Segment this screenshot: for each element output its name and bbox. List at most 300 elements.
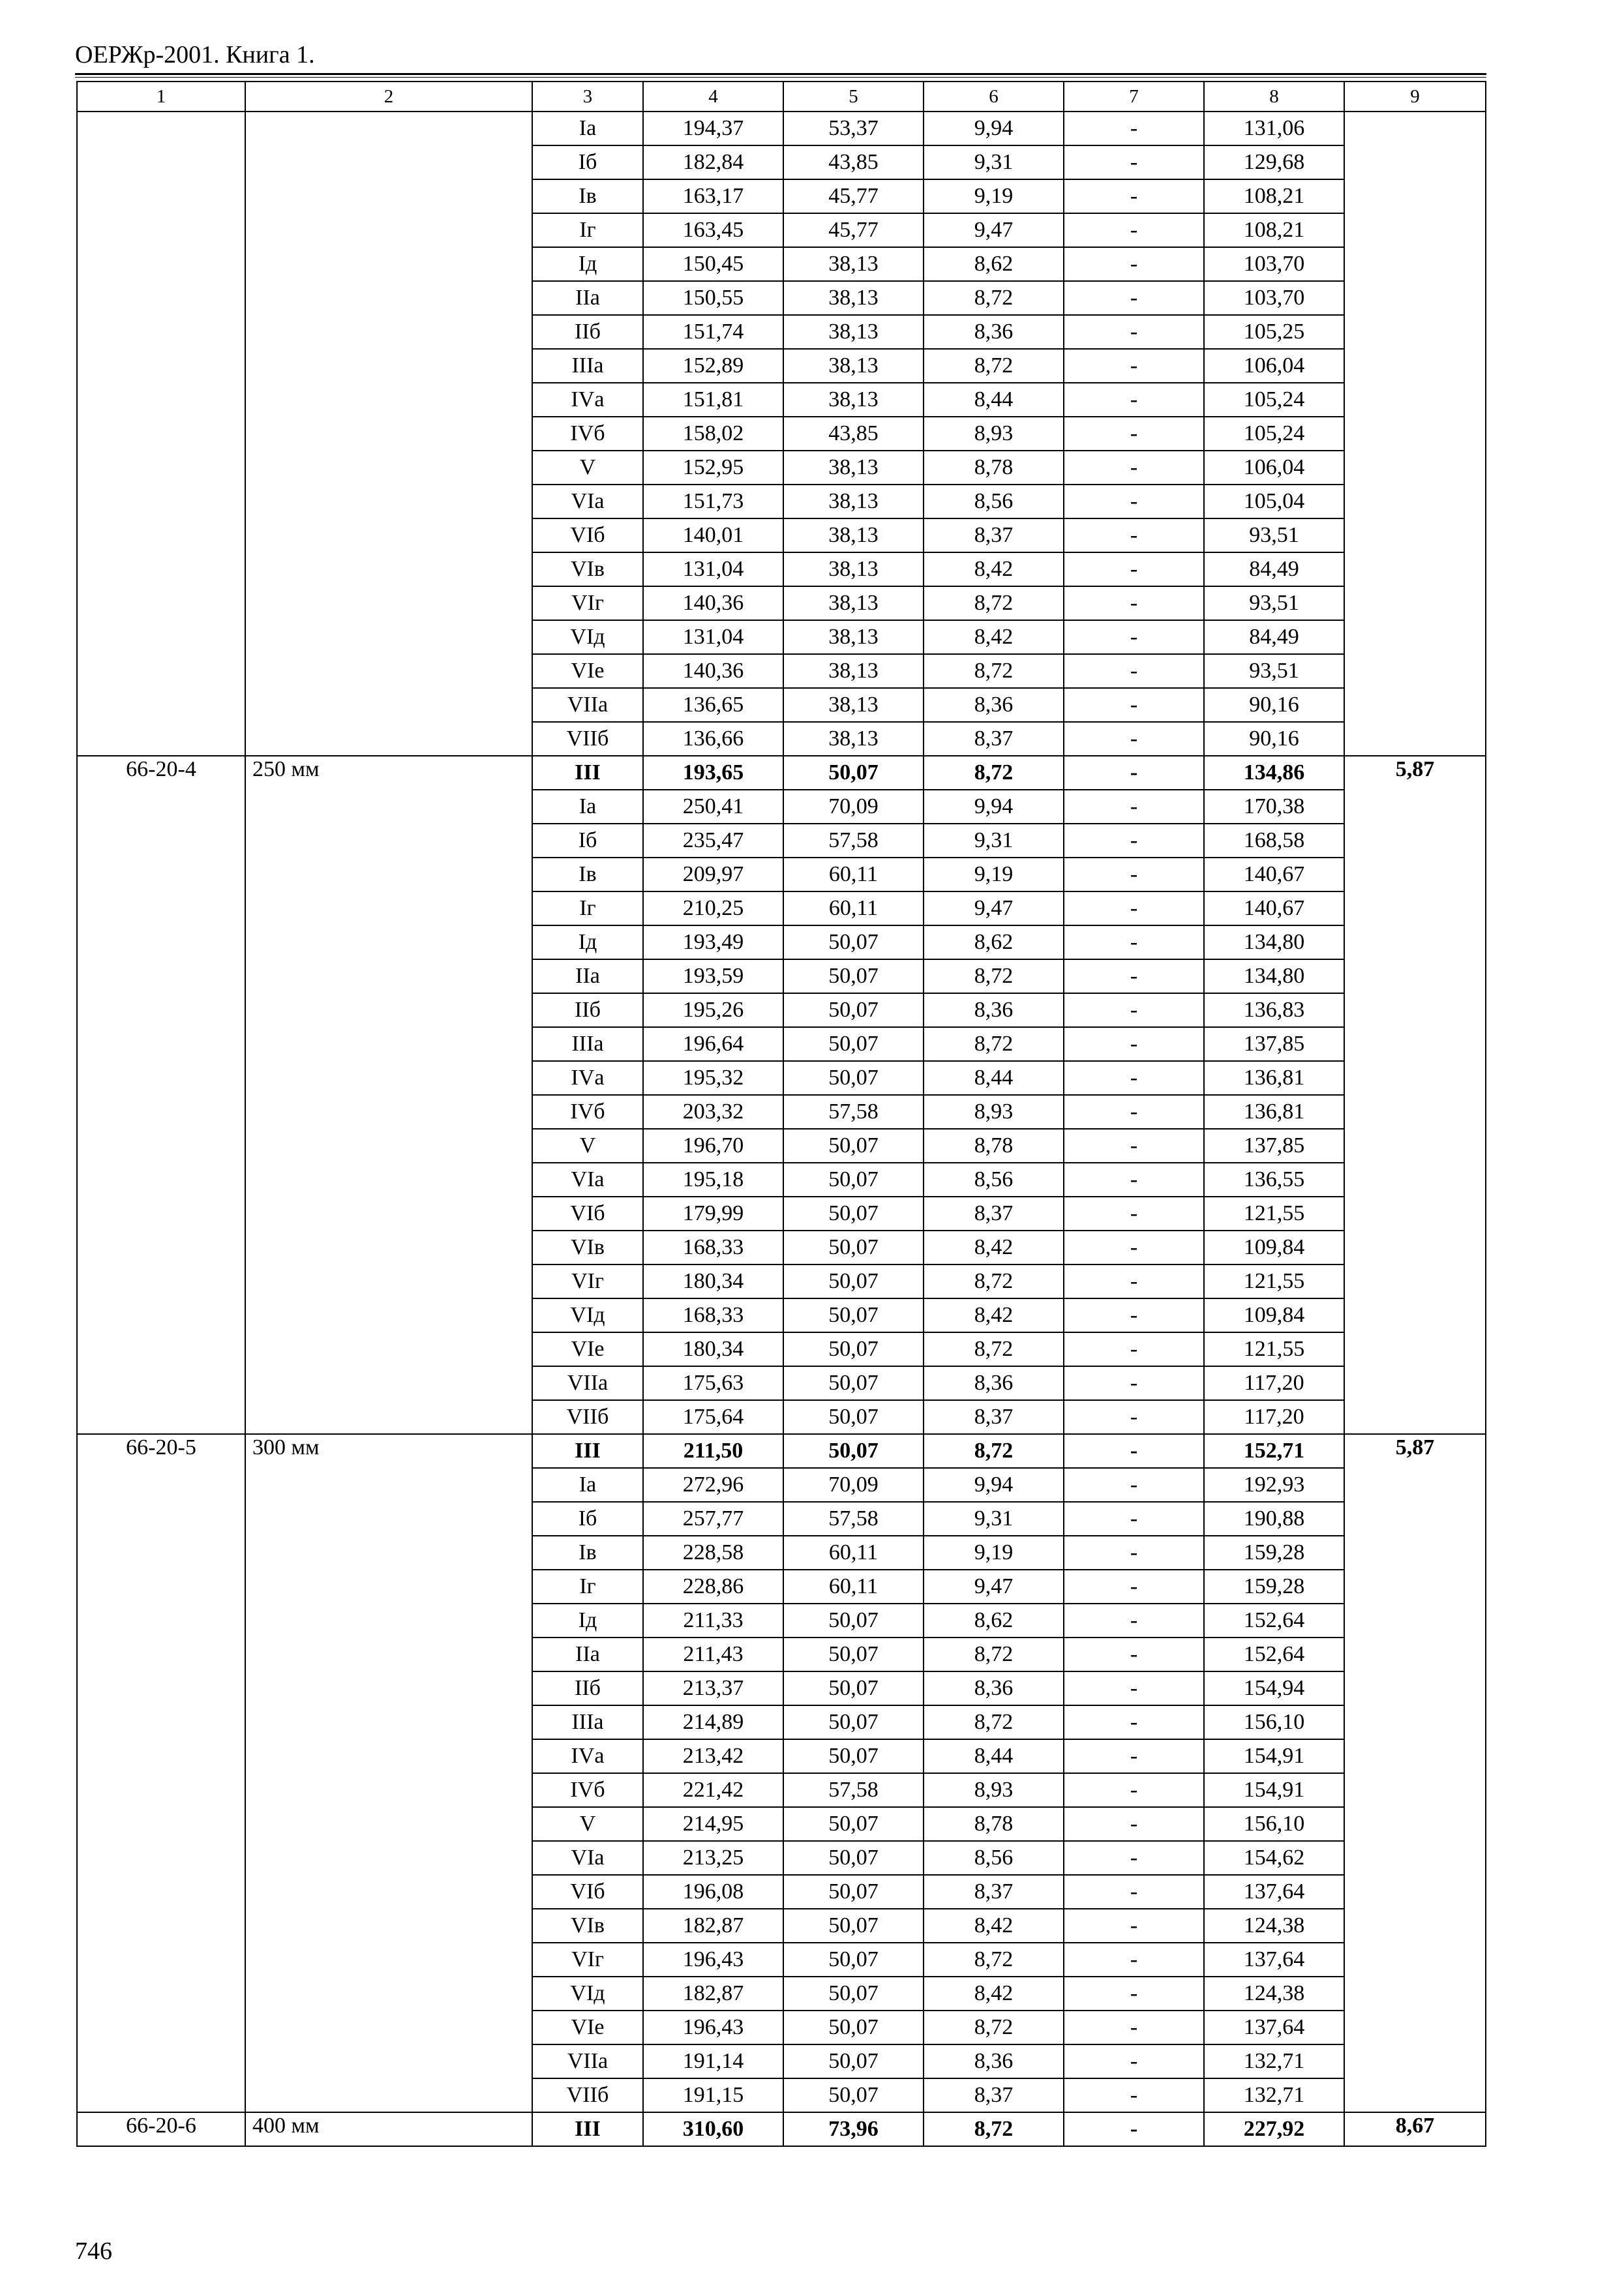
value-col4: 228,86 [643,1570,783,1604]
value-col5: 70,09 [783,1468,924,1502]
value-col6: 8,36 [924,315,1064,349]
region-code: VIб [532,1875,643,1909]
value-col6: 8,36 [924,1366,1064,1400]
value-col7: - [1064,1163,1204,1197]
value-col8: 108,21 [1204,179,1344,213]
value-col4: 152,89 [643,349,783,383]
value-col8: 137,64 [1204,1875,1344,1909]
value-col4: 193,59 [643,959,783,993]
value-col7: - [1064,993,1204,1027]
value-col7: - [1064,1502,1204,1536]
value-col5: 50,07 [783,2044,924,2078]
value-col8: 108,21 [1204,213,1344,247]
value-col8: 132,71 [1204,2044,1344,2078]
value-col8: 106,04 [1204,349,1344,383]
value-col8: 159,28 [1204,1570,1344,1604]
value-col4: 203,32 [643,1095,783,1129]
value-col7: - [1064,620,1204,654]
value-col7: - [1064,959,1204,993]
value-col4: 140,36 [643,654,783,688]
value-col6: 8,37 [924,722,1064,756]
value-col7: - [1064,1807,1204,1841]
value-col8: 190,88 [1204,1502,1344,1536]
value-col8: 170,38 [1204,790,1344,824]
value-col5: 38,13 [783,315,924,349]
value-col6: 8,93 [924,1773,1064,1807]
value-col5: 50,07 [783,1638,924,1671]
value-col6: 8,37 [924,518,1064,552]
value-col5: 50,07 [783,1197,924,1231]
region-code: Iб [532,824,643,858]
region-code: IVб [532,1095,643,1129]
value-col8: 152,64 [1204,1604,1344,1638]
value-col6: 9,94 [924,790,1064,824]
value-col5: 60,11 [783,858,924,891]
value-col5: 73,96 [783,2112,924,2146]
table-row [77,2112,1486,2146]
value-col6: 9,19 [924,858,1064,891]
value-col9: 8,67 [1344,2112,1486,2146]
value-col8: 136,55 [1204,1163,1344,1197]
value-col4: 158,02 [643,417,783,451]
region-code: VIIа [532,1366,643,1400]
value-col4: 182,87 [643,1909,783,1943]
value-col6: 8,72 [924,281,1064,315]
value-col5: 50,07 [783,1705,924,1739]
region-code: VIа [532,1163,643,1197]
value-col8: 152,71 [1204,1434,1344,1468]
value-col4: 196,08 [643,1875,783,1909]
value-col6: 8,44 [924,383,1064,417]
value-col5: 57,58 [783,1773,924,1807]
rate-name: 250 мм [245,756,532,1434]
value-col4: 151,81 [643,383,783,417]
value-col6: 8,42 [924,1909,1064,1943]
region-code: Iа [532,112,643,145]
value-col8: 137,64 [1204,2011,1344,2044]
value-col5: 50,07 [783,1264,924,1298]
value-col5: 50,07 [783,959,924,993]
column-number: 7 [1064,82,1204,112]
region-code: V [532,1807,643,1841]
value-col7: - [1064,1977,1204,2011]
value-col7: - [1064,1027,1204,1061]
region-code: IIа [532,281,643,315]
value-col6: 8,72 [924,349,1064,383]
value-col8: 159,28 [1204,1536,1344,1570]
value-col5: 57,58 [783,824,924,858]
value-col5: 50,07 [783,1366,924,1400]
region-code: Iд [532,925,643,959]
value-col4: 131,04 [643,552,783,586]
region-code: VIе [532,2011,643,2044]
value-col7: - [1064,1705,1204,1739]
value-col6: 8,72 [924,1705,1064,1739]
region-code: Iд [532,247,643,281]
value-col8: 84,49 [1204,552,1344,586]
value-col8: 117,20 [1204,1366,1344,1400]
value-col6: 8,37 [924,1197,1064,1231]
value-col6: 8,72 [924,959,1064,993]
column-number: 5 [783,82,924,112]
value-col4: 150,45 [643,247,783,281]
value-col8: 129,68 [1204,145,1344,179]
value-col5: 50,07 [783,1977,924,2011]
value-col6: 8,72 [924,2112,1064,2146]
value-col7: - [1064,1434,1204,1468]
value-col6: 8,72 [924,1264,1064,1298]
value-col8: 109,84 [1204,1231,1344,1264]
value-col4: 175,64 [643,1400,783,1434]
value-col6: 9,94 [924,112,1064,145]
value-col5: 50,07 [783,1739,924,1773]
value-col7: - [1064,1095,1204,1129]
value-col8: 103,70 [1204,247,1344,281]
region-code: Iа [532,1468,643,1502]
region-code: VIIб [532,722,643,756]
value-col5: 38,13 [783,518,924,552]
region-code: III [532,756,643,790]
value-col6: 9,47 [924,213,1064,247]
column-number: 6 [924,82,1064,112]
header-rule [75,73,1486,75]
region-code: VIIб [532,2078,643,2112]
value-col7: - [1064,1909,1204,1943]
value-col5: 57,58 [783,1502,924,1536]
value-col7: - [1064,1197,1204,1231]
value-col6: 8,37 [924,1400,1064,1434]
region-code: III [532,2112,643,2146]
value-col5: 50,07 [783,2078,924,2112]
value-col5: 50,07 [783,925,924,959]
value-col6: 8,36 [924,2044,1064,2078]
value-col8: 154,91 [1204,1739,1344,1773]
value-col4: 209,97 [643,858,783,891]
value-col4: 191,15 [643,2078,783,2112]
region-code: Iа [532,790,643,824]
value-col8: 136,81 [1204,1095,1344,1129]
column-number: 8 [1204,82,1344,112]
value-col4: 193,49 [643,925,783,959]
region-code: Iв [532,858,643,891]
value-col8: 134,86 [1204,756,1344,790]
value-col7: - [1064,281,1204,315]
region-code: IVб [532,1773,643,1807]
value-col7: - [1064,1773,1204,1807]
region-code: VIIб [532,1400,643,1434]
value-col7: - [1064,1739,1204,1773]
value-col6: 8,36 [924,1671,1064,1705]
value-col5: 50,07 [783,1671,924,1705]
value-col7: - [1064,824,1204,858]
value-col6: 8,78 [924,1129,1064,1163]
value-col8: 134,80 [1204,959,1344,993]
value-col5: 43,85 [783,417,924,451]
region-code: VIIа [532,688,643,722]
value-col7: - [1064,1638,1204,1671]
value-col7: - [1064,1841,1204,1875]
value-col8: 121,55 [1204,1197,1344,1231]
value-col4: 150,55 [643,281,783,315]
value-col4: 180,34 [643,1264,783,1298]
value-col6: 8,42 [924,1231,1064,1264]
rate-name: 400 мм [245,2112,532,2146]
value-col6: 8,37 [924,2078,1064,2112]
value-col5: 43,85 [783,145,924,179]
header-rule-thin [75,77,1486,78]
value-col7: - [1064,451,1204,485]
value-col8: 136,81 [1204,1061,1344,1095]
region-code: IIа [532,1638,643,1671]
value-col7: - [1064,858,1204,891]
value-col7: - [1064,1366,1204,1400]
value-col6: 9,31 [924,824,1064,858]
region-code: IIIа [532,349,643,383]
value-col5: 50,07 [783,1807,924,1841]
value-col6: 8,72 [924,654,1064,688]
value-col5: 38,13 [783,383,924,417]
value-col7: - [1064,112,1204,145]
value-col7: - [1064,417,1204,451]
value-col5: 57,58 [783,1095,924,1129]
region-code: VIIа [532,2044,643,2078]
table-row [77,756,1486,790]
value-col6: 8,72 [924,756,1064,790]
value-col4: 136,66 [643,722,783,756]
value-col6: 8,56 [924,1163,1064,1197]
value-col4: 151,73 [643,485,783,518]
value-col4: 196,64 [643,1027,783,1061]
value-col7: - [1064,1671,1204,1705]
region-code: VIв [532,1909,643,1943]
value-col4: 168,33 [643,1298,783,1332]
region-code: IIIа [532,1027,643,1061]
value-col7: - [1064,213,1204,247]
region-code: Iв [532,179,643,213]
value-col5: 50,07 [783,1841,924,1875]
rate-code: 66-20-5 [77,1434,245,2112]
value-col8: 93,51 [1204,654,1344,688]
rates-table [76,81,1486,2147]
value-col5: 50,07 [783,1875,924,1909]
value-col5: 50,07 [783,1129,924,1163]
region-code: IVа [532,1061,643,1095]
value-col4: 213,25 [643,1841,783,1875]
value-col8: 105,25 [1204,315,1344,349]
value-col9: 5,87 [1344,756,1486,1434]
value-col4: 235,47 [643,824,783,858]
region-code: Iг [532,213,643,247]
value-col4: 195,26 [643,993,783,1027]
value-col6: 8,72 [924,1638,1064,1671]
value-col5: 50,07 [783,1332,924,1366]
value-col4: 214,95 [643,1807,783,1841]
value-col6: 8,44 [924,1061,1064,1095]
column-number: 4 [643,82,783,112]
value-col4: 163,45 [643,213,783,247]
value-col4: 196,43 [643,2011,783,2044]
value-col6: 9,31 [924,1502,1064,1536]
table-body [77,82,1486,2146]
value-col7: - [1064,2078,1204,2112]
value-col6: 8,42 [924,620,1064,654]
value-col8: 117,20 [1204,1400,1344,1434]
value-col7: - [1064,552,1204,586]
value-col5: 50,07 [783,1400,924,1434]
value-col5: 38,13 [783,281,924,315]
value-col7: - [1064,145,1204,179]
value-col7: - [1064,2112,1204,2146]
value-col8: 140,67 [1204,858,1344,891]
region-code: IIб [532,1671,643,1705]
value-col9: 5,87 [1344,1434,1486,2112]
rate-name: 300 мм [245,1434,532,2112]
value-col4: 310,60 [643,2112,783,2146]
value-col4: 175,63 [643,1366,783,1400]
region-code: Iг [532,1570,643,1604]
value-col8: 192,93 [1204,1468,1344,1502]
region-code: VIв [532,552,643,586]
value-col5: 60,11 [783,1570,924,1604]
value-col6: 8,72 [924,1027,1064,1061]
page-header: ОЕРЖр-2001. Книга 1. [75,41,315,68]
value-col5: 50,07 [783,1298,924,1332]
value-col7: - [1064,586,1204,620]
table-row [77,1434,1486,1468]
value-col7: - [1064,349,1204,383]
page-number: 746 [75,2237,112,2265]
value-col8: 90,16 [1204,688,1344,722]
region-code: Iб [532,1502,643,1536]
value-col4: 163,17 [643,179,783,213]
value-col7: - [1064,756,1204,790]
value-col5: 50,07 [783,1163,924,1197]
value-col5: 50,07 [783,1434,924,1468]
value-col8: 156,10 [1204,1807,1344,1841]
region-code: Iг [532,891,643,925]
value-col7: - [1064,518,1204,552]
value-col7: - [1064,247,1204,281]
value-col5: 38,13 [783,722,924,756]
value-col7: - [1064,485,1204,518]
value-col6: 8,56 [924,485,1064,518]
column-number: 9 [1344,82,1486,112]
value-col7: - [1064,1332,1204,1366]
value-col6: 8,78 [924,1807,1064,1841]
value-col8: 105,24 [1204,383,1344,417]
value-col8: 137,85 [1204,1027,1344,1061]
value-col4: 213,37 [643,1671,783,1705]
column-number: 3 [532,82,643,112]
value-col5: 50,07 [783,1061,924,1095]
value-col4: 213,42 [643,1739,783,1773]
value-col6: 9,47 [924,1570,1064,1604]
value-col8: 152,64 [1204,1638,1344,1671]
value-col6: 8,62 [924,925,1064,959]
value-col6: 8,37 [924,1875,1064,1909]
value-col5: 38,13 [783,247,924,281]
region-code: Iв [532,1536,643,1570]
value-col6: 8,78 [924,451,1064,485]
value-col4: 182,87 [643,1977,783,2011]
region-code: VIг [532,1943,643,1977]
region-code: VIг [532,586,643,620]
rate-code: 66-20-4 [77,756,245,1434]
value-col4: 195,32 [643,1061,783,1095]
region-code: VIб [532,518,643,552]
value-col8: 109,84 [1204,1298,1344,1332]
value-col5: 70,09 [783,790,924,824]
value-col4: 193,65 [643,756,783,790]
value-col4: 152,95 [643,451,783,485]
value-col8: 134,80 [1204,925,1344,959]
region-code: VIг [532,1264,643,1298]
value-col8: 121,55 [1204,1264,1344,1298]
value-col6: 8,36 [924,688,1064,722]
rate-code [77,112,245,756]
value-col8: 140,67 [1204,891,1344,925]
value-col4: 228,58 [643,1536,783,1570]
value-col8: 124,38 [1204,1977,1344,2011]
value-col6: 9,47 [924,891,1064,925]
value-col8: 105,24 [1204,417,1344,451]
value-col5: 38,13 [783,485,924,518]
value-col4: 131,04 [643,620,783,654]
value-col7: - [1064,179,1204,213]
value-col8: 90,16 [1204,722,1344,756]
value-col8: 154,91 [1204,1773,1344,1807]
region-code: IIа [532,959,643,993]
value-col6: 8,44 [924,1739,1064,1773]
value-col6: 8,62 [924,1604,1064,1638]
value-col4: 180,34 [643,1332,783,1366]
value-col5: 50,07 [783,2011,924,2044]
value-col7: - [1064,1231,1204,1264]
value-col5: 38,13 [783,654,924,688]
region-code: VIа [532,485,643,518]
value-col5: 50,07 [783,756,924,790]
region-code: VIд [532,1977,643,2011]
value-col5: 50,07 [783,1231,924,1264]
value-col8: 93,51 [1204,586,1344,620]
value-col6: 8,72 [924,2011,1064,2044]
region-code: VIд [532,1298,643,1332]
value-col7: - [1064,1400,1204,1434]
value-col8: 121,55 [1204,1332,1344,1366]
value-col6: 8,72 [924,1943,1064,1977]
value-col5: 50,07 [783,1943,924,1977]
value-col6: 8,93 [924,1095,1064,1129]
value-col5: 45,77 [783,213,924,247]
region-code: V [532,1129,643,1163]
value-col4: 191,14 [643,2044,783,2078]
column-number-row [77,82,1486,112]
region-code: V [532,451,643,485]
region-code: IVб [532,417,643,451]
value-col7: - [1064,1298,1204,1332]
value-col4: 196,43 [643,1943,783,1977]
region-code: Iб [532,145,643,179]
value-col5: 50,07 [783,1027,924,1061]
value-col4: 196,70 [643,1129,783,1163]
value-col4: 182,84 [643,145,783,179]
value-col5: 38,13 [783,620,924,654]
value-col6: 9,19 [924,179,1064,213]
value-col8: 137,64 [1204,1943,1344,1977]
value-col7: - [1064,1468,1204,1502]
value-col7: - [1064,1061,1204,1095]
region-code: IIIа [532,1705,643,1739]
